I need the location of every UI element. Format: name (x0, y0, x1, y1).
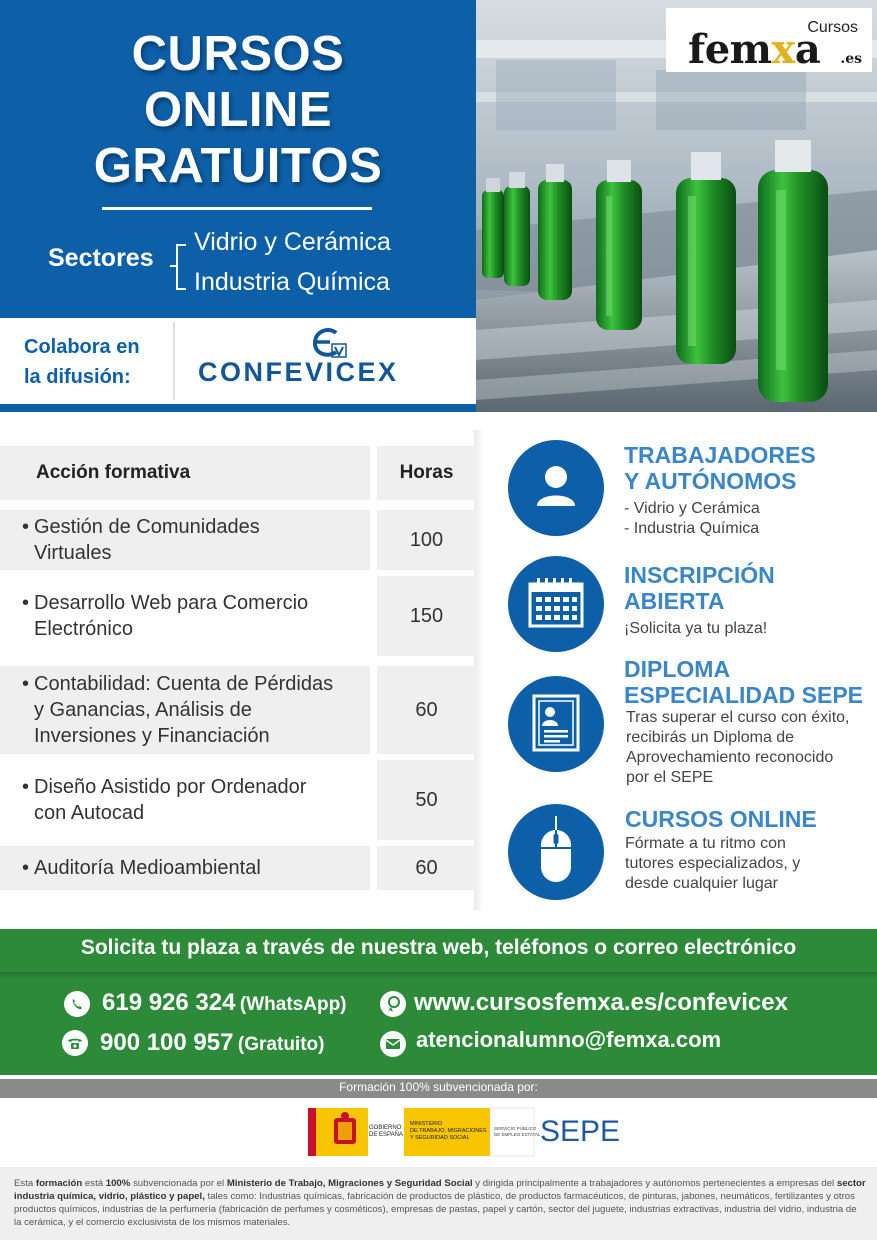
course-line: • Diseño Asistido por Ordenador (34, 776, 307, 798)
whatsapp-icon (64, 991, 90, 1017)
cta-headline: Solicita tu plaza a través de nuestra web, teléfonos o correo electrónico (80, 936, 797, 959)
feature-text-line: por el SEPE (626, 769, 714, 786)
collab-bar (0, 404, 476, 412)
feature-text-line: Aprovechamiento reconocido (626, 749, 834, 766)
brace-icon (176, 244, 186, 290)
service-line: DE EMPLEO ESTATAL (494, 1132, 541, 1137)
course-hours: 100 (377, 510, 476, 570)
feature-title (624, 562, 775, 614)
course-line: Electrónico (34, 618, 133, 640)
feature-title-line: INSCRIPCIÓN (624, 562, 775, 588)
table-row (0, 666, 370, 754)
user-icon (508, 440, 604, 536)
collab-line: Colabora en (24, 336, 140, 358)
sectors-label: Sectores (48, 244, 154, 272)
diploma-icon (508, 676, 604, 772)
hero-title-line: ONLINE (143, 83, 333, 137)
email-icon (380, 1031, 406, 1057)
femxa-logo (666, 8, 872, 72)
course-line: Virtuales (34, 542, 112, 564)
government-logo (308, 1108, 541, 1156)
feature-text-line: Fórmate a tu ritmo con (625, 835, 786, 852)
table-header-hours: Horas (377, 446, 476, 500)
feature-title-line: Y AUTÓNOMOS (624, 468, 797, 494)
legal-bold: 100% (105, 1178, 131, 1189)
course-line: • Desarrollo Web para Comercio (34, 592, 309, 614)
brand-tld: .es (840, 51, 862, 67)
feature-text-line: - Industria Química (624, 520, 760, 537)
ministry-line: MINISTERIO (410, 1121, 443, 1127)
table-row (0, 846, 370, 890)
legal-part: subvencionada por el (130, 1178, 227, 1189)
legal-part: está (82, 1178, 106, 1189)
feature-text-line: tutores especializados, y (625, 855, 801, 872)
brand-part: a (794, 26, 821, 73)
brand-part: fem (688, 26, 772, 73)
phone-number[interactable]: 900 100 957 (100, 1029, 234, 1056)
course-line: con Autocad (34, 802, 145, 824)
ministry-line: DE TRABAJO, MIGRACIONES (410, 1128, 487, 1134)
gov-line: GOBIERNO (369, 1125, 402, 1131)
feature-text-line: desde cualquier lugar (625, 875, 778, 892)
feature-circle (508, 804, 604, 900)
course-line: • Gestión de Comunidades (34, 516, 260, 538)
feature-text (625, 834, 800, 894)
hero-title (0, 26, 476, 194)
phone-contact[interactable] (100, 1029, 324, 1057)
legal-bold: formación (35, 1178, 83, 1189)
feature-circle (508, 556, 604, 652)
email-link[interactable]: atencionalumno@femxa.com (416, 1027, 722, 1052)
confevicex-logo-icon (310, 328, 350, 360)
service-line: SERVICIO PÚBLICO (494, 1126, 537, 1131)
hero-divider (102, 207, 372, 210)
web-icon (380, 991, 406, 1017)
funding-label: Formación 100% subvencionada por: (339, 1080, 538, 1094)
legal-text (14, 1177, 866, 1229)
collab-line: la difusión: (24, 366, 131, 388)
course-line: • Auditoría Medioambiental (34, 857, 261, 879)
cta-shadow (0, 972, 877, 978)
feature-title-line: CURSOS ONLINE (625, 806, 817, 832)
legal-bold: Ministerio de Trabajo, Migraciones y Seguridad Social (226, 1178, 473, 1189)
table-header-course: Acción formativa (0, 446, 370, 500)
feature-text-line: recibirás un Diploma de (626, 729, 795, 746)
feature-circle (508, 676, 604, 772)
course-hours: 50 (377, 760, 476, 840)
feature-text-line: Tras superar el curso con éxito, (626, 709, 850, 726)
whatsapp-number[interactable]: 619 926 324 (102, 989, 236, 1016)
feature-title (625, 806, 817, 832)
course-hours: 60 (377, 846, 476, 890)
course-line: Inversiones y Financiación (34, 725, 270, 747)
sepe-logo: SEPE (540, 1115, 621, 1148)
course-line: y Ganancias, Análisis de (34, 699, 252, 721)
feature-title-line: ABIERTA (624, 588, 725, 614)
brand-small: Cursos (807, 19, 858, 36)
feature-text-line: - Vidrio y Cerámica (624, 500, 760, 517)
website-link[interactable]: www.cursosfemxa.es/confevicex (414, 989, 788, 1016)
whatsapp-label: (WhatsApp) (239, 994, 347, 1015)
ministry-line: Y SEGURIDAD SOCIAL (410, 1135, 470, 1141)
whatsapp-contact[interactable] (102, 989, 347, 1017)
table-row (0, 760, 370, 840)
hero-title-line: GRATUITOS (93, 139, 383, 193)
course-hours: 60 (377, 666, 476, 754)
legal-part: tales como: Industrias químicas, fabricación de productos de plástico, de productos farmacéuticos, de pinturas, jabones, neumáticos, fertilizantes y otros productos químicos, industrias de la perfumería (fabricación de perfumes y cosméticos), empresas de pastas, papel y cartón, sector del juguete, industrias extractivas, industria del vidrio, industria de la cerámica, y el comercio exclusivista de los mismos materiales. (14, 1191, 857, 1228)
feature-text (624, 499, 760, 539)
legal-part: Esta (14, 1178, 36, 1189)
partner-name: CONFEVICEX (198, 357, 399, 387)
mouse-icon (508, 804, 604, 900)
sector-item: Industria Química (194, 268, 390, 296)
phone-icon (62, 1030, 88, 1056)
feature-title-line: ESPECIALIDAD SEPE (624, 682, 863, 708)
feature-text (624, 619, 767, 639)
brand-part: x (771, 26, 795, 73)
feature-circle (508, 440, 604, 536)
feature-text-line: ¡Solicita ya tu plaza! (624, 620, 768, 637)
sector-item: Vidrio y Cerámica (194, 228, 391, 256)
feature-title-line: TRABAJADORES (624, 442, 816, 468)
table-row (0, 576, 370, 656)
legal-part: y dirigida principalmente a trabajadores y autónomos pertenecientes a empresas del (472, 1178, 837, 1189)
brace-tick (170, 265, 178, 267)
collab-text (24, 332, 140, 392)
table-row (0, 510, 370, 570)
course-hours: 150 (377, 576, 476, 656)
feature-title-line: DIPLOMA (624, 656, 731, 682)
phone-label: (Gratuito) (237, 1034, 325, 1055)
hero-title-line: CURSOS (131, 27, 345, 81)
feature-title (624, 442, 816, 494)
legal-bold: sector industria química, vidrio, plástico y papel, (14, 1178, 866, 1202)
brand-main (688, 26, 820, 73)
collab-separator (173, 322, 175, 400)
feature-text (626, 708, 850, 788)
course-line: • Contabilidad: Cuenta de Pérdidas (34, 673, 334, 695)
gov-line: DE ESPAÑA (369, 1132, 403, 1138)
calendar-icon (508, 556, 604, 652)
feature-title (624, 656, 863, 708)
